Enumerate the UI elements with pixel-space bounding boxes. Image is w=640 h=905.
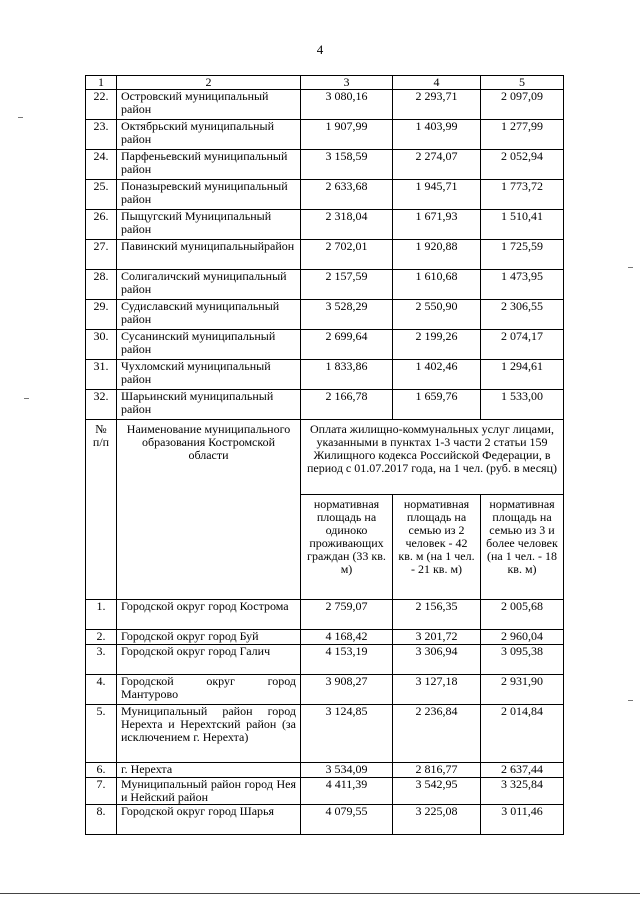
- value-three-people: 3 095,38: [481, 645, 564, 675]
- row-number: 8.: [86, 805, 117, 835]
- value-two-people: 1 402,46: [393, 360, 481, 390]
- value-two-people: 1 610,68: [393, 270, 481, 300]
- municipality-name: Солигаличский муниципальный район: [117, 270, 301, 300]
- subheader-single: нормативная площадь на одиноко проживающих граждан (33 кв. м): [301, 495, 393, 600]
- header-name: Наименование муниципального образования Костромской области: [117, 420, 301, 600]
- table-row: [86, 270, 564, 300]
- value-three-people: 2 960,04: [481, 630, 564, 645]
- value-three-people: 3 325,84: [481, 778, 564, 805]
- value-two-people: 1 403,99: [393, 120, 481, 150]
- page-bottom-edge: [0, 893, 640, 894]
- table-row: [86, 763, 564, 778]
- table-row: [86, 630, 564, 645]
- table-row: [86, 210, 564, 240]
- value-two-people: 2 550,90: [393, 300, 481, 330]
- value-three-people: 1 725,59: [481, 240, 564, 270]
- value-three-people: 1 294,61: [481, 360, 564, 390]
- value-single: 2 157,59: [301, 270, 393, 300]
- row-number: 22.: [86, 90, 117, 120]
- value-three-people: 2 005,68: [481, 600, 564, 630]
- table-row: [86, 390, 564, 420]
- table-row: [86, 805, 564, 835]
- municipality-name: Городской округ город Кострома: [117, 600, 301, 630]
- municipality-name: Муниципальный район город Нерехта и Нерехтский район (за исключением г. Нерехта): [117, 705, 301, 763]
- value-two-people: 3 127,18: [393, 675, 481, 705]
- row-number: 24.: [86, 150, 117, 180]
- subheader-three-people: нормативная площадь на семью из 3 и более человек (на 1 чел. - 18 кв. м): [481, 495, 564, 600]
- value-single: 2 702,01: [301, 240, 393, 270]
- row-number: 26.: [86, 210, 117, 240]
- value-two-people: 1 659,76: [393, 390, 481, 420]
- value-single: 1 833,86: [301, 360, 393, 390]
- value-two-people: 3 225,08: [393, 805, 481, 835]
- row-number: 30.: [86, 330, 117, 360]
- row-number: 27.: [86, 240, 117, 270]
- table-row: [86, 90, 564, 120]
- value-two-people: 2 274,07: [393, 150, 481, 180]
- value-single: 3 080,16: [301, 90, 393, 120]
- margin-mark: [24, 398, 29, 399]
- table-row: [86, 150, 564, 180]
- table-row: [86, 645, 564, 675]
- margin-mark: [628, 700, 633, 701]
- value-two-people: 3 201,72: [393, 630, 481, 645]
- value-two-people: 1 671,93: [393, 210, 481, 240]
- value-three-people: 2 637,44: [481, 763, 564, 778]
- column-number-row: [86, 76, 564, 90]
- value-two-people: 2 293,71: [393, 90, 481, 120]
- row-number: 2.: [86, 630, 117, 645]
- row-number: 28.: [86, 270, 117, 300]
- value-three-people: 1 533,00: [481, 390, 564, 420]
- value-two-people: 3 306,94: [393, 645, 481, 675]
- value-single: 3 908,27: [301, 675, 393, 705]
- row-number: 1.: [86, 600, 117, 630]
- col-number: 3: [301, 76, 393, 90]
- value-three-people: 1 773,72: [481, 180, 564, 210]
- subheader-two-people: нормативная площадь на семью из 2 человек - 42 кв. м (на 1 чел. - 21 кв. м): [393, 495, 481, 600]
- row-number: 25.: [86, 180, 117, 210]
- row-number: 4.: [86, 675, 117, 705]
- value-three-people: 3 011,46: [481, 805, 564, 835]
- margin-mark: [628, 267, 633, 268]
- bottom-rows: [86, 600, 564, 835]
- municipality-name: Городской округ город Шарья: [117, 805, 301, 835]
- table-row: [86, 120, 564, 150]
- table-row: [86, 330, 564, 360]
- value-single: 2 318,04: [301, 210, 393, 240]
- header-row: [86, 420, 564, 495]
- value-two-people: 3 542,95: [393, 778, 481, 805]
- page-number: 4: [316, 42, 324, 57]
- table-row: [86, 300, 564, 330]
- municipality-name: Шарьинский муниципальный район: [117, 390, 301, 420]
- value-two-people: 2 199,26: [393, 330, 481, 360]
- table-row: [86, 675, 564, 705]
- top-rows: [86, 90, 564, 420]
- value-two-people: 1 920,88: [393, 240, 481, 270]
- value-single: 4 411,39: [301, 778, 393, 805]
- value-single: 4 153,19: [301, 645, 393, 675]
- municipality-name: Поназыревский муниципальный район: [117, 180, 301, 210]
- col-number: 1: [86, 76, 117, 90]
- municipality-name: Городской округ город Буй: [117, 630, 301, 645]
- value-single: 4 079,55: [301, 805, 393, 835]
- municipality-name: г. Нерехта: [117, 763, 301, 778]
- value-three-people: 2 306,55: [481, 300, 564, 330]
- row-number: 5.: [86, 705, 117, 763]
- municipality-name: Сусанинский муниципальный район: [117, 330, 301, 360]
- value-single: 1 907,99: [301, 120, 393, 150]
- header-num: № п/п: [86, 420, 117, 600]
- row-number: 7.: [86, 778, 117, 805]
- value-single: 3 534,09: [301, 763, 393, 778]
- col-number: 2: [117, 76, 301, 90]
- municipality-name: Октябрьский муниципальный район: [117, 120, 301, 150]
- value-three-people: 1 277,99: [481, 120, 564, 150]
- row-number: 32.: [86, 390, 117, 420]
- value-three-people: 2 074,17: [481, 330, 564, 360]
- col-number: 4: [393, 76, 481, 90]
- row-number: 23.: [86, 120, 117, 150]
- municipality-name: Чухломский муниципальный район: [117, 360, 301, 390]
- value-single: 4 168,42: [301, 630, 393, 645]
- col-number: 5: [481, 76, 564, 90]
- value-single: 2 633,68: [301, 180, 393, 210]
- municipality-name: Судиславский муниципальный район: [117, 300, 301, 330]
- value-single: 2 759,07: [301, 600, 393, 630]
- table-row: [86, 180, 564, 210]
- value-three-people: 2 014,84: [481, 705, 564, 763]
- margin-mark: [18, 117, 23, 118]
- tariff-table: [85, 75, 564, 835]
- table-row: [86, 600, 564, 630]
- value-three-people: 1 473,95: [481, 270, 564, 300]
- row-number: 6.: [86, 763, 117, 778]
- value-single: 3 124,85: [301, 705, 393, 763]
- value-single: 2 699,64: [301, 330, 393, 360]
- municipality-name: Парфеньевский муниципальный район: [117, 150, 301, 180]
- header-group-title: Оплата жилищно-коммунальных услуг лицами, указанными в пунктах 1-3 части 2 статьи 159 Жилищного кодекса Российской Федерации, в период с 01.07.2017 года, на 1 чел. (руб. в месяц): [301, 420, 564, 495]
- value-two-people: 2 816,77: [393, 763, 481, 778]
- value-two-people: 2 156,35: [393, 600, 481, 630]
- municipality-name: Пыщугский Муниципальный район: [117, 210, 301, 240]
- value-single: 2 166,78: [301, 390, 393, 420]
- table-row: [86, 360, 564, 390]
- value-three-people: 1 510,41: [481, 210, 564, 240]
- table-row: [86, 705, 564, 763]
- municipality-name: Городской округ город Мантурово: [117, 675, 301, 705]
- municipality-name: Павинский муниципальныйрайон: [117, 240, 301, 270]
- value-three-people: 2 097,09: [481, 90, 564, 120]
- value-single: 3 158,59: [301, 150, 393, 180]
- value-two-people: 2 236,84: [393, 705, 481, 763]
- row-number: 31.: [86, 360, 117, 390]
- municipality-name: Островский муниципальный район: [117, 90, 301, 120]
- value-three-people: 2 931,90: [481, 675, 564, 705]
- municipality-name: Городской округ город Галич: [117, 645, 301, 675]
- row-number: 29.: [86, 300, 117, 330]
- table-row: [86, 778, 564, 805]
- table-row: [86, 240, 564, 270]
- municipality-name: Муниципальный район город Нея и Нейский район: [117, 778, 301, 805]
- value-three-people: 2 052,94: [481, 150, 564, 180]
- value-single: 3 528,29: [301, 300, 393, 330]
- value-two-people: 1 945,71: [393, 180, 481, 210]
- row-number: 3.: [86, 645, 117, 675]
